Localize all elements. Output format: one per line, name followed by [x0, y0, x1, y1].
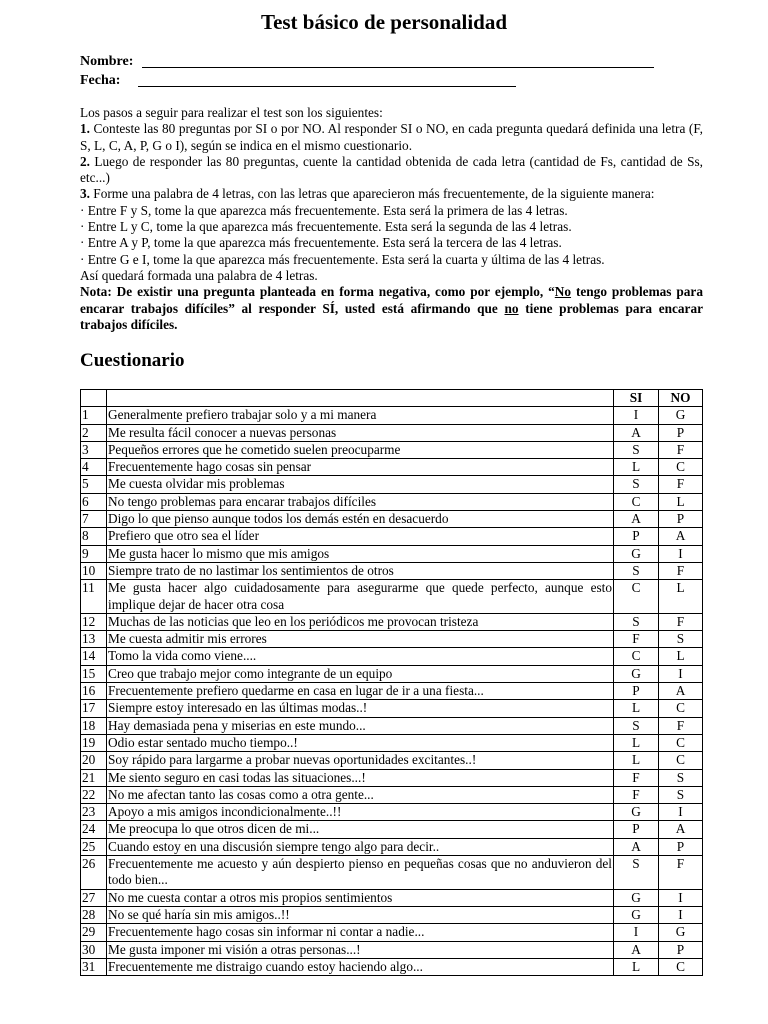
step-text: Luego de responder las 80 preguntas, cuente la cantidad obtenida de cada letra (cantidad de Fs, cantidad de Ss, etc...): [80, 153, 703, 186]
question-text: Frecuentemente hago cosas sin pensar: [107, 459, 614, 476]
question-text: Pequeños errores que he cometido suelen preocuparme: [107, 441, 614, 458]
answer-si[interactable]: S: [614, 562, 659, 579]
fecha-field[interactable]: [80, 72, 120, 90]
answer-si[interactable]: C: [614, 580, 659, 614]
questionnaire-body: [81, 407, 703, 976]
question-text: Creo que trabajo mejor como integrante de un equipo: [107, 665, 614, 682]
table-row: [81, 631, 703, 648]
table-row: [81, 476, 703, 493]
question-number: 21: [81, 769, 107, 786]
answer-si[interactable]: L: [614, 459, 659, 476]
instructions-bullet-1: · Entre F y S, tome la que aparezca más frecuentemente. Esta será la primera de las 4 letras.: [80, 202, 568, 218]
table-header-row: [81, 390, 703, 407]
answer-si[interactable]: A: [614, 941, 659, 958]
question-number: 25: [81, 838, 107, 855]
question-text: Frecuentemente me distraigo cuando estoy haciendo algo...: [107, 958, 614, 975]
question-number: 6: [81, 493, 107, 510]
question-text: Generalmente prefiero trabajar solo y a mi manera: [107, 407, 614, 424]
question-text: Me gusta hacer algo cuidadosamente para asegurarme que quede perfecto, aunque esto implique dejar de hacer otra cosa: [108, 580, 612, 612]
answer-si[interactable]: L: [614, 752, 659, 769]
answer-no[interactable]: G: [659, 407, 703, 424]
header-si: SI: [614, 390, 659, 407]
answer-no[interactable]: G: [659, 924, 703, 941]
table-row: [81, 856, 703, 890]
instructions-note: [80, 284, 703, 333]
question-number: 19: [81, 734, 107, 751]
question-text: Prefiero que otro sea el líder: [107, 528, 614, 545]
question-text: Cuando estoy en una discusión siempre tengo algo para decir..: [107, 838, 614, 855]
question-number: 24: [81, 821, 107, 838]
question-number: 5: [81, 476, 107, 493]
table-row: [81, 752, 703, 769]
table-row: [81, 958, 703, 975]
question-number: 17: [81, 700, 107, 717]
question-text: Frecuentemente hago cosas sin informar ni contar a nadie...: [107, 924, 614, 941]
question-text: Digo lo que pienso aunque todos los demás estén en desacuerdo: [107, 511, 614, 528]
table-row: [81, 821, 703, 838]
answer-si[interactable]: A: [614, 424, 659, 441]
fecha-blank-line[interactable]: [138, 86, 516, 87]
answer-no[interactable]: I: [659, 545, 703, 562]
header-no: NO: [659, 390, 703, 407]
answer-no[interactable]: I: [659, 906, 703, 923]
answer-si[interactable]: G: [614, 804, 659, 821]
question-text: No me afectan tanto las cosas como a otra gente...: [107, 786, 614, 803]
document-title: Test básico de personalidad: [260, 10, 508, 34]
question-text: Siempre trato de no lastimar los sentimientos de otros: [107, 562, 614, 579]
answer-no[interactable]: F: [659, 562, 703, 579]
answer-no[interactable]: P: [659, 511, 703, 528]
answer-no[interactable]: S: [659, 631, 703, 648]
step-number: 3.: [80, 186, 90, 202]
table-row: [81, 545, 703, 562]
question-number: 4: [81, 459, 107, 476]
question-number: 28: [81, 906, 107, 923]
answer-no[interactable]: S: [659, 769, 703, 786]
answer-si[interactable]: I: [614, 407, 659, 424]
question-number: 10: [81, 562, 107, 579]
answer-si[interactable]: C: [614, 648, 659, 665]
question-number: 2: [81, 424, 107, 441]
question-number: 29: [81, 924, 107, 941]
table-row: [81, 613, 703, 630]
question-number: 13: [81, 631, 107, 648]
table-row: [81, 717, 703, 734]
question-number: 18: [81, 717, 107, 734]
answer-si[interactable]: F: [614, 769, 659, 786]
answer-si[interactable]: G: [614, 906, 659, 923]
answer-no[interactable]: F: [659, 441, 703, 458]
table-row: [81, 493, 703, 510]
answer-no[interactable]: F: [659, 613, 703, 630]
question-number: 1: [81, 407, 107, 424]
answer-no[interactable]: L: [659, 648, 703, 665]
answer-no[interactable]: F: [659, 856, 703, 890]
header-question-cell: [107, 390, 614, 407]
answer-no[interactable]: C: [659, 700, 703, 717]
instructions-step-1: [80, 121, 703, 154]
table-row: [81, 700, 703, 717]
table-row: [81, 665, 703, 682]
table-row: [81, 786, 703, 803]
table-row: [81, 838, 703, 855]
question-text: Me resulta fácil conocer a nuevas personas: [107, 424, 614, 441]
answer-no[interactable]: A: [659, 528, 703, 545]
question-number: 9: [81, 545, 107, 562]
question-number: 26: [81, 856, 107, 890]
question-number: 27: [81, 889, 107, 906]
question-number: 16: [81, 683, 107, 700]
answer-si[interactable]: L: [614, 700, 659, 717]
answer-no[interactable]: L: [659, 580, 703, 614]
nombre-blank-line[interactable]: [142, 67, 654, 68]
question-text: Frecuentemente prefiero quedarme en casa en lugar de ir a una fiesta...: [107, 683, 614, 700]
answer-no[interactable]: A: [659, 821, 703, 838]
table-row: [81, 580, 703, 614]
note-text: tiene problemas para encarar trabajos difíciles.: [80, 300, 703, 332]
instructions-block: [80, 105, 703, 333]
answer-no[interactable]: F: [659, 717, 703, 734]
answer-si[interactable]: S: [614, 613, 659, 630]
step-number: 1.: [80, 121, 90, 137]
question-text: Me siento seguro en casi todas las situaciones...!: [107, 769, 614, 786]
fecha-label: Fecha:: [80, 73, 121, 88]
question-text: Apoyo a mis amigos incondicionalmente..!!: [107, 804, 614, 821]
question-text: Me gusta imponer mi visión a otras personas...!: [107, 941, 614, 958]
question-text: Siempre estoy interesado en las últimas modas..!: [107, 700, 614, 717]
answer-si[interactable]: S: [614, 476, 659, 493]
questionnaire-table: [80, 389, 703, 976]
table-row: [81, 562, 703, 579]
question-text: Frecuentemente me acuesto y aún despierto pienso en pequeñas cosas que no anduvieron del todo bien...: [108, 856, 612, 888]
answer-no[interactable]: L: [659, 493, 703, 510]
table-row: [81, 407, 703, 424]
question-text: Me preocupa lo que otros dicen de mi...: [107, 821, 614, 838]
question-text: Muchas de las noticias que leo en los periódicos me provocan tristeza: [107, 613, 614, 630]
table-row: [81, 648, 703, 665]
question-text: Soy rápido para largarme a probar nuevas oportunidades excitantes..!: [107, 752, 614, 769]
question-text: Me gusta hacer lo mismo que mis amigos: [107, 545, 614, 562]
answer-no[interactable]: P: [659, 424, 703, 441]
answer-si[interactable]: P: [614, 821, 659, 838]
instructions-bullet-2: · Entre L y C, tome la que aparezca más frecuentemente. Esta será la segunda de las 4 letras.: [80, 219, 572, 235]
question-text: No me cuesta contar a otros mis propios sentimientos: [107, 889, 614, 906]
answer-no[interactable]: I: [659, 889, 703, 906]
question-text: Me cuesta olvidar mis problemas: [107, 476, 614, 493]
instructions-bullet-4: · Entre G e I, tome la que aparezca más frecuentemente. Esta será la cuarta y última de las 4 letras.: [80, 251, 605, 267]
answer-no[interactable]: S: [659, 786, 703, 803]
question-text: No tengo problemas para encarar trabajos difíciles: [107, 493, 614, 510]
section-title: Cuestionario: [80, 350, 185, 371]
table-row: [81, 511, 703, 528]
step-text: Conteste las 80 preguntas por SI o por NO. Al responder SI o NO, en cada pregunta quedará definida una letra (F, S, L, C, A, P, G o I), según se indica en el mismo cuestionario.: [80, 121, 703, 153]
table-row: [81, 424, 703, 441]
step-number: 2.: [80, 153, 90, 169]
table-row: [81, 528, 703, 545]
answer-si[interactable]: I: [614, 924, 659, 941]
instructions-intro: Los pasos a seguir para realizar el test son los siguientes:: [80, 105, 383, 120]
question-number: 23: [81, 804, 107, 821]
question-text: Tomo la vida como viene....: [107, 648, 614, 665]
answer-no[interactable]: F: [659, 476, 703, 493]
answer-si[interactable]: C: [614, 493, 659, 510]
question-number: 14: [81, 648, 107, 665]
question-number: 11: [81, 580, 107, 614]
nombre-field[interactable]: [80, 53, 133, 71]
question-number: 12: [81, 613, 107, 630]
note-text: tengo problemas para encarar trabajos difíciles” al responder SÍ, usted está afirmando que: [80, 284, 703, 316]
answer-si[interactable]: P: [614, 683, 659, 700]
note-underlined-word: No: [554, 284, 572, 300]
answer-no[interactable]: P: [659, 941, 703, 958]
table-row: [81, 924, 703, 941]
instructions-bullet-3: · Entre A y P, tome la que aparezca más frecuentemente. Esta será la tercera de las 4 letras.: [80, 235, 562, 251]
instructions-step-2: [80, 154, 703, 187]
table-row: [81, 889, 703, 906]
answer-no[interactable]: C: [659, 734, 703, 751]
question-text: No se qué haría sin mis amigos..!!: [107, 906, 614, 923]
question-number: 31: [81, 958, 107, 975]
question-text: Odio estar sentado mucho tiempo..!: [107, 734, 614, 751]
header-number-cell: [81, 390, 107, 407]
table-row: [81, 683, 703, 700]
answer-si[interactable]: P: [614, 528, 659, 545]
answer-no[interactable]: C: [659, 752, 703, 769]
table-row: [81, 734, 703, 751]
question-number: 15: [81, 665, 107, 682]
answer-no[interactable]: I: [659, 804, 703, 821]
answer-si[interactable]: A: [614, 511, 659, 528]
answer-si[interactable]: S: [614, 441, 659, 458]
question-text: Me cuesta admitir mis errores: [107, 631, 614, 648]
answer-si[interactable]: L: [614, 958, 659, 975]
instructions-closing: Así quedará formada una palabra de 4 letras.: [80, 267, 318, 283]
table-row: [81, 459, 703, 476]
table-row: [81, 906, 703, 923]
answer-no[interactable]: A: [659, 683, 703, 700]
question-number: 22: [81, 786, 107, 803]
answer-no[interactable]: C: [659, 958, 703, 975]
answer-no[interactable]: I: [659, 665, 703, 682]
answer-si[interactable]: G: [614, 889, 659, 906]
table-row: [81, 941, 703, 958]
table-row: [81, 441, 703, 458]
answer-si[interactable]: F: [614, 631, 659, 648]
table-row: [81, 769, 703, 786]
question-number: 30: [81, 941, 107, 958]
answer-no[interactable]: P: [659, 838, 703, 855]
answer-si[interactable]: A: [614, 838, 659, 855]
note-underlined-word: no: [504, 300, 519, 316]
question-number: 7: [81, 511, 107, 528]
table-row: [81, 804, 703, 821]
answer-si[interactable]: G: [614, 665, 659, 682]
step-text: Forme una palabra de 4 letras, con las letras que aparecieron más frecuentemente, de la siguiente manera:: [89, 186, 655, 202]
question-text: Hay demasiada pena y miserias en este mundo...: [107, 717, 614, 734]
question-number: 3: [81, 441, 107, 458]
question-number: 20: [81, 752, 107, 769]
nombre-label: Nombre:: [80, 54, 134, 69]
instructions-step-3: [80, 186, 703, 202]
answer-no[interactable]: C: [659, 459, 703, 476]
answer-si[interactable]: L: [614, 734, 659, 751]
answer-si[interactable]: S: [614, 717, 659, 734]
answer-si[interactable]: S: [614, 856, 659, 890]
note-text: Nota: De existir una pregunta planteada en forma negativa, como por ejemplo, “: [80, 284, 555, 300]
answer-si[interactable]: F: [614, 786, 659, 803]
answer-si[interactable]: G: [614, 545, 659, 562]
question-number: 8: [81, 528, 107, 545]
